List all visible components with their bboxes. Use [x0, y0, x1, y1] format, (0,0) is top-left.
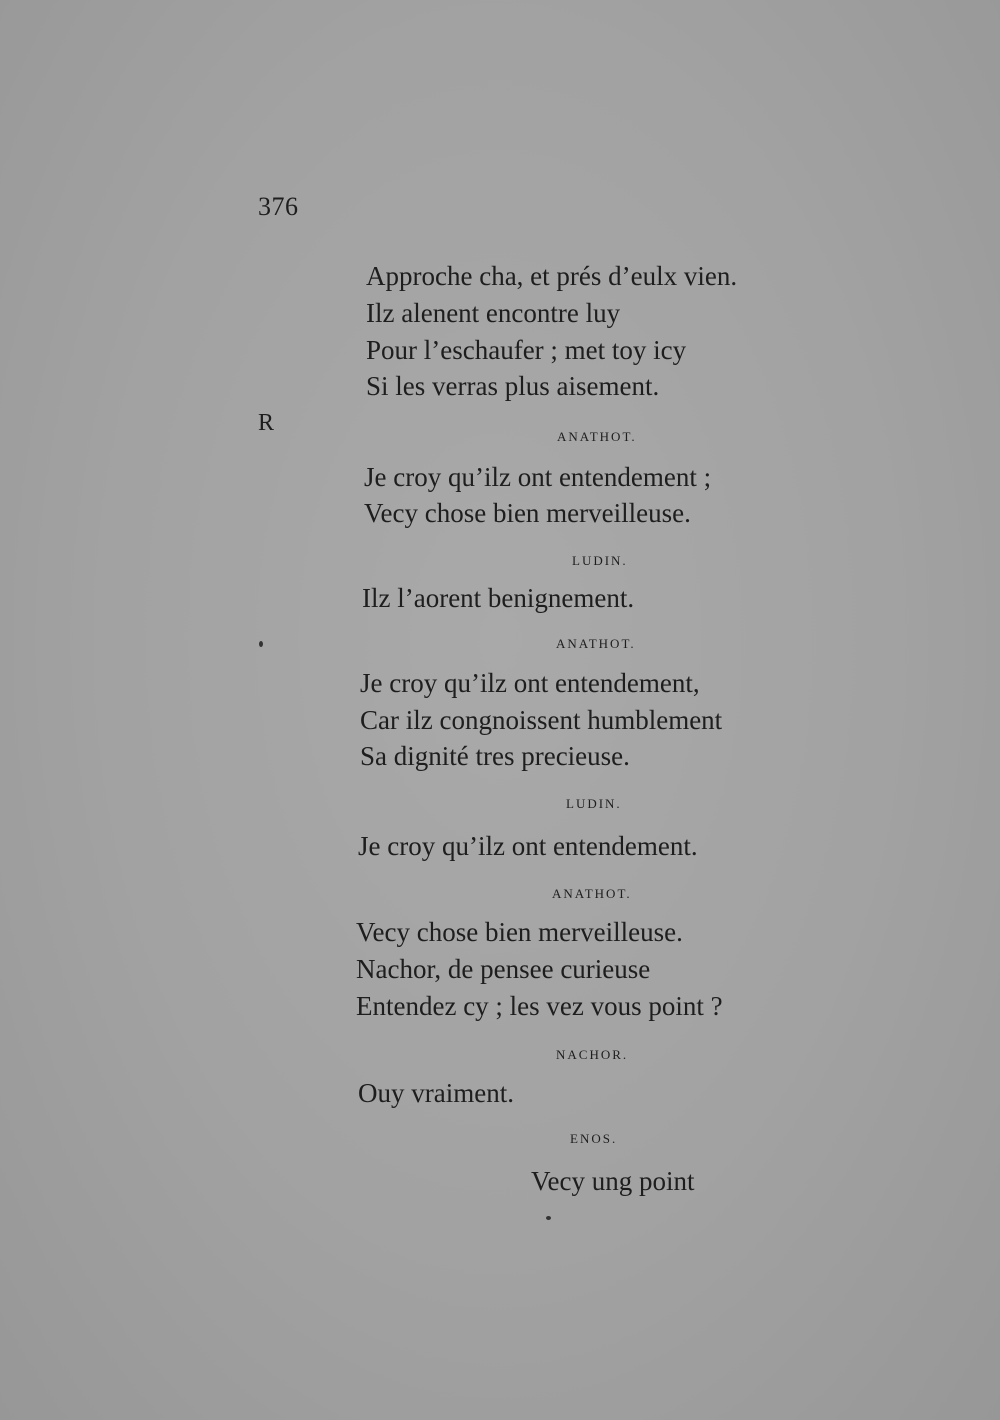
- speaker-name: LUDIN.: [566, 796, 622, 811]
- verse-line: Si les verras plus aisement.: [366, 371, 660, 401]
- verse-line: Vecy chose bien merveilleuse.: [356, 917, 683, 947]
- verse-line: Entendez cy ; les vez vous point ?: [356, 991, 723, 1021]
- verse-line: Pour l’eschaufer ; met toy icy: [366, 335, 687, 365]
- verse-line: Je croy qu’ilz ont entendement ;: [364, 462, 712, 492]
- verse-line: Ouy vraiment.: [358, 1078, 514, 1108]
- verse-line: Vecy chose bien merveilleuse.: [364, 498, 691, 528]
- verse-line: Je croy qu’ilz ont entendement.: [358, 831, 698, 861]
- verse-line: Car ilz congnoissent humblement: [360, 705, 723, 735]
- ink-speck: [546, 1216, 551, 1220]
- speaker-name: ENOS.: [570, 1131, 618, 1146]
- ink-speck: [259, 641, 263, 647]
- verse-line: Vecy ung point: [531, 1166, 695, 1196]
- page-number: 376: [258, 192, 299, 221]
- verse-line: Ilz alenent encontre luy: [366, 298, 621, 328]
- verse-line: Nachor, de pensee curieuse: [356, 954, 651, 984]
- verse-line: Je croy qu’ilz ont entendement,: [360, 668, 700, 698]
- speaker-name: ANATHOT.: [552, 886, 632, 901]
- verse-line: Sa dignité tres precieuse.: [360, 741, 630, 771]
- speaker-name: NACHOR.: [556, 1047, 629, 1062]
- verse-line: Approche cha, et prés d’eulx vien.: [366, 261, 738, 291]
- speaker-name: LUDIN.: [572, 553, 628, 568]
- verse-line: Ilz l’aorent benignement.: [362, 583, 635, 613]
- margin-mark: R: [258, 410, 275, 436]
- speaker-name: ANATHOT.: [557, 429, 637, 444]
- speaker-name: ANATHOT.: [556, 636, 636, 651]
